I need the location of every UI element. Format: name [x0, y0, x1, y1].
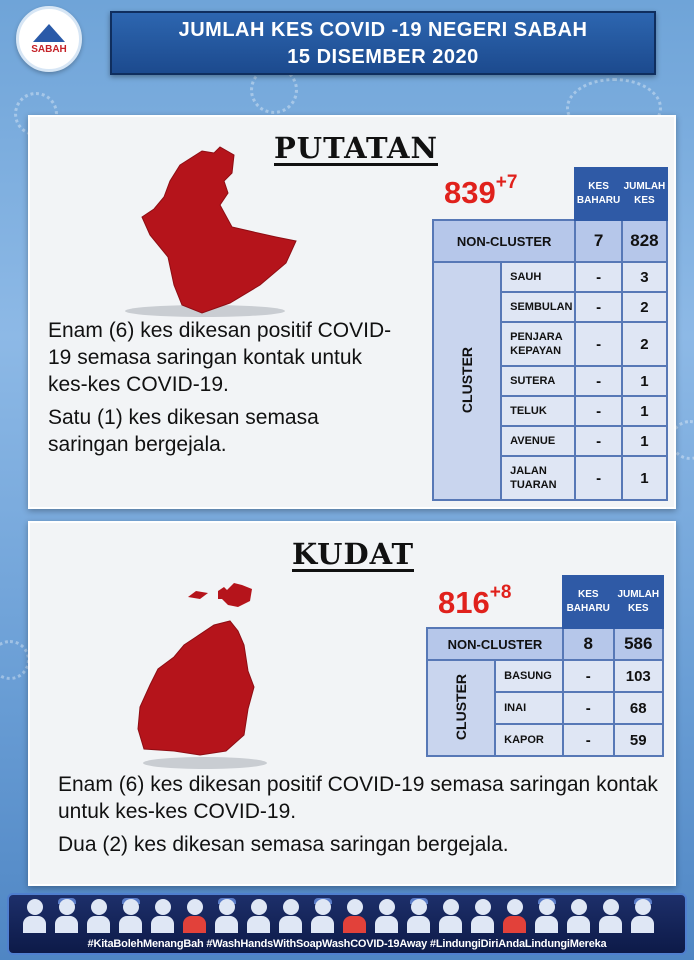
cluster-name: KAPOR	[495, 724, 563, 756]
mountain-icon	[33, 24, 65, 42]
frontliner-icon	[183, 899, 206, 933]
table-row	[433, 262, 667, 292]
cluster-total: 1	[622, 456, 667, 500]
cluster-new: -	[575, 396, 622, 426]
total-increase: +8	[489, 581, 512, 603]
cluster-total: 103	[614, 660, 663, 692]
cluster-name: AVENUE	[501, 426, 575, 456]
frontliner-icon	[215, 899, 238, 933]
logo-text: SABAH	[31, 43, 67, 55]
description-contact: Enam (6) kes dikesan positif COVID-19 semasa saringan kontak untuk kes-kes COVID-19.	[48, 319, 392, 396]
frontliner-icon	[311, 899, 334, 933]
frontliner-icon	[503, 899, 526, 933]
cluster-total: 59	[614, 724, 663, 756]
cluster-new: -	[563, 660, 614, 692]
frontliner-icon	[247, 899, 270, 933]
cluster-total: 68	[614, 692, 663, 724]
total-count: 839	[444, 175, 496, 210]
cluster-new: -	[575, 366, 622, 396]
total-increase: +7	[495, 171, 518, 193]
description-symptomatic: Dua (2) kes dikesan semasa saringan bergejala.	[58, 833, 509, 856]
header-new-cases: KES BAHARU	[563, 576, 614, 628]
non-cluster-new: 7	[575, 220, 622, 262]
frontliner-icon	[471, 899, 494, 933]
frontliner-icon	[439, 899, 462, 933]
frontliner-icon	[535, 899, 558, 933]
frontliner-icon	[23, 899, 46, 933]
cluster-name: PENJARA KEPAYAN	[501, 322, 575, 366]
frontliner-icon	[407, 899, 430, 933]
total-count: 816	[438, 585, 490, 620]
non-cluster-total: 828	[622, 220, 667, 262]
table-row-non-cluster	[433, 220, 667, 262]
page-date: 15 DISEMBER 2020	[287, 46, 479, 68]
cluster-label: CLUSTER	[427, 660, 495, 756]
cluster-name: SEMBULAN	[501, 292, 575, 322]
cluster-total: 1	[622, 426, 667, 456]
cluster-new: -	[563, 724, 614, 756]
cluster-new: -	[575, 262, 622, 292]
non-cluster-label: NON-CLUSTER	[433, 220, 575, 262]
putatan-description	[48, 317, 398, 464]
putatan-case-table	[432, 167, 668, 501]
description-contact: Enam (6) kes dikesan positif COVID-19 semasa saringan kontak untuk kes-kes COVID-19.	[58, 773, 658, 823]
cluster-total: 1	[622, 396, 667, 426]
page-header	[110, 11, 656, 75]
frontliner-icon	[279, 899, 302, 933]
page-title: JUMLAH KES COVID -19 NEGERI SABAH	[178, 19, 588, 41]
frontliner-icon	[567, 899, 590, 933]
non-cluster-label: NON-CLUSTER	[427, 628, 563, 660]
cluster-name: BASUNG	[495, 660, 563, 692]
header-new-cases: KES BAHARU	[575, 168, 622, 220]
frontliner-icon	[631, 899, 654, 933]
sabah-logo	[16, 6, 82, 72]
footer-banner	[7, 893, 687, 955]
cluster-total: 2	[622, 322, 667, 366]
non-cluster-new: 8	[563, 628, 614, 660]
cluster-name: SAUH	[501, 262, 575, 292]
header-total-cases: JUMLAH KES	[622, 168, 667, 220]
cluster-total: 1	[622, 366, 667, 396]
cluster-label: CLUSTER	[433, 262, 501, 500]
cluster-new: -	[563, 692, 614, 724]
hashtag-line: #KitaBolehMenangBah #WashHandsWithSoapWashCOVID-19Away #LindungiDiriAndaLindungiMereka	[87, 938, 607, 950]
district-title: KUDAT	[292, 537, 415, 571]
cluster-total: 2	[622, 292, 667, 322]
cluster-name: TELUK	[501, 396, 575, 426]
district-title: PUTATAN	[274, 131, 439, 165]
cluster-name: INAI	[495, 692, 563, 724]
cluster-name: JALAN TUARAN	[501, 456, 575, 500]
cluster-new: -	[575, 322, 622, 366]
kudat-panel	[28, 521, 676, 886]
cluster-name: SUTERA	[501, 366, 575, 396]
frontliner-icon	[151, 899, 174, 933]
frontliner-figures	[23, 899, 654, 933]
cluster-new: -	[575, 426, 622, 456]
kudat-case-table	[426, 575, 664, 757]
frontliner-icon	[87, 899, 110, 933]
kudat-map	[130, 575, 290, 775]
kudat-description	[58, 771, 658, 864]
non-cluster-total: 586	[614, 628, 663, 660]
virus-decoration	[0, 640, 30, 680]
table-row-non-cluster	[427, 628, 663, 660]
frontliner-icon	[119, 899, 142, 933]
cluster-new: -	[575, 456, 622, 500]
cluster-total: 3	[622, 262, 667, 292]
frontliner-icon	[343, 899, 366, 933]
table-row	[427, 660, 663, 692]
putatan-panel	[28, 115, 676, 509]
frontliner-icon	[599, 899, 622, 933]
cluster-new: -	[575, 292, 622, 322]
frontliner-icon	[375, 899, 398, 933]
frontliner-icon	[55, 899, 78, 933]
putatan-map	[110, 145, 310, 320]
header-total-cases: JUMLAH KES	[614, 576, 663, 628]
description-symptomatic: Satu (1) kes dikesan semasa saringan bergejala.	[48, 406, 319, 456]
